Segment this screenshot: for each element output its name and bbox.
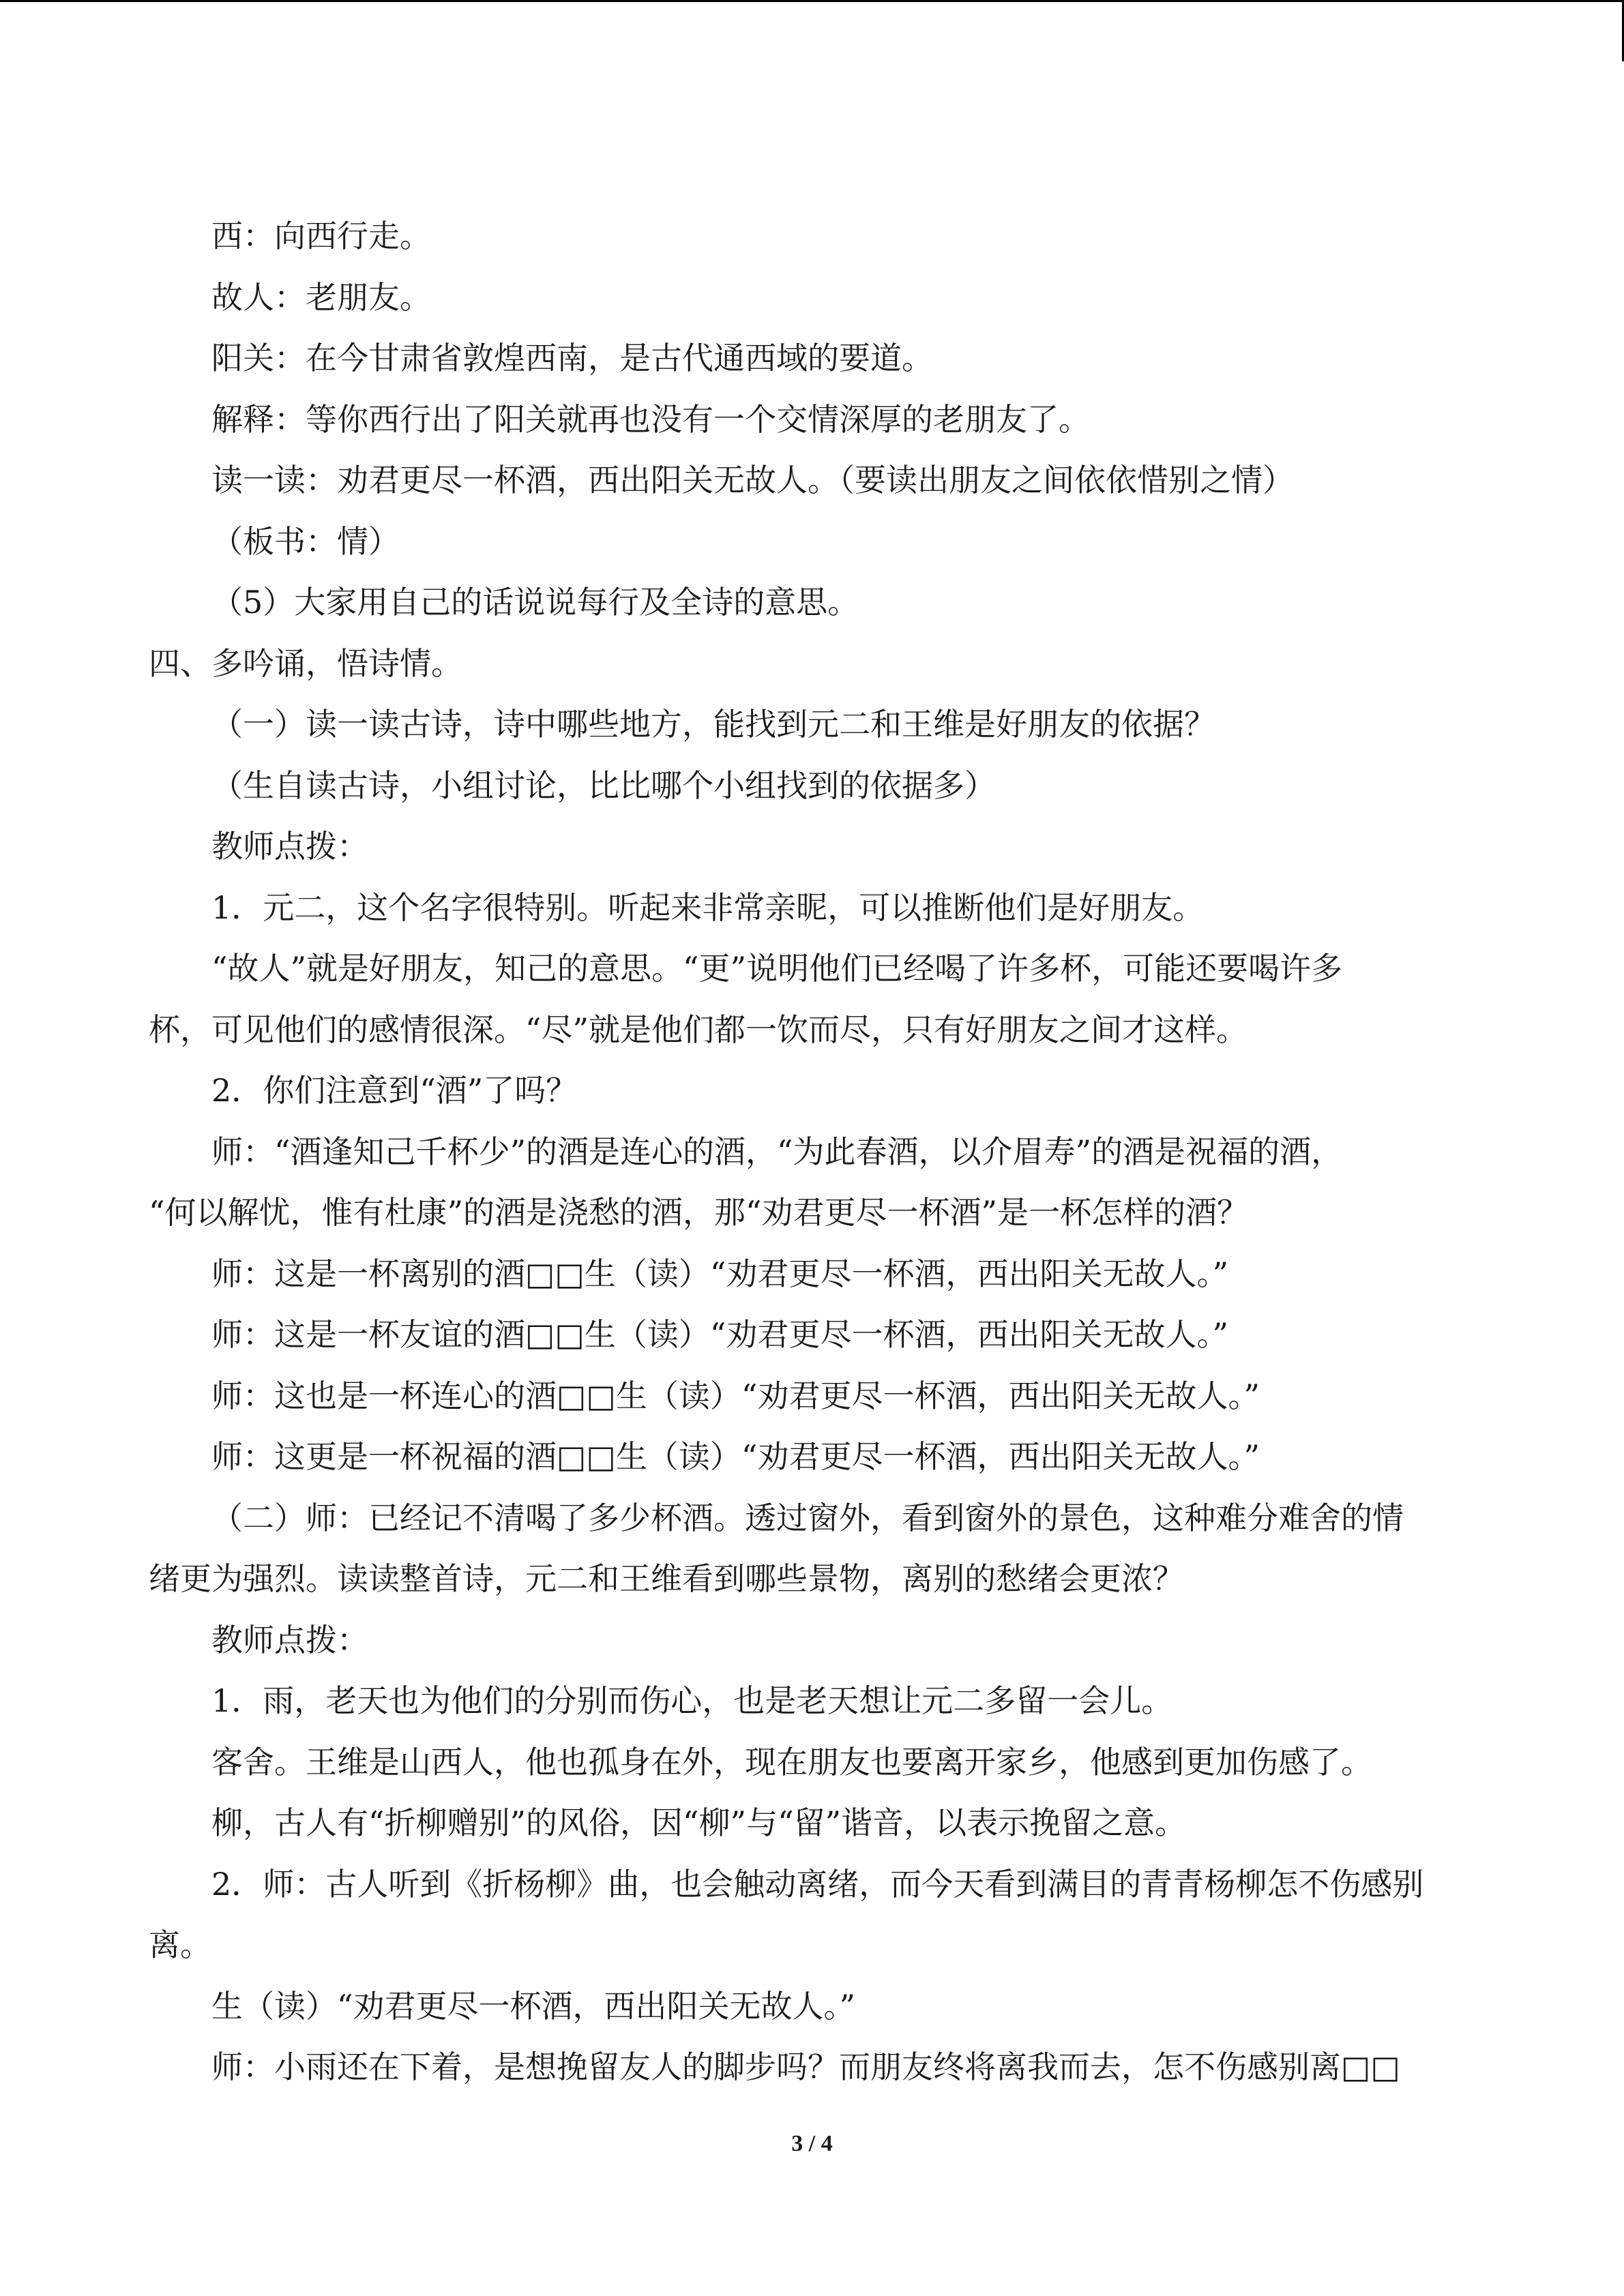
paragraph-line: 客舍。王维是山西人，他也孤身在外，现在朋友也要离开家乡，他感到更加伤感了。	[211, 1743, 1372, 1780]
paragraph-line: （二）师：已经记不清喝了多少杯酒。透过窗外，看到窗外的景色，这种难分难舍的情	[211, 1499, 1404, 1536]
paragraph-line: 师：这也是一杯连心的酒□□生（读）“劝君更尽一杯酒，西出阳关无故人。”	[211, 1377, 1260, 1414]
paragraph-line: 师：这是一杯离别的酒□□生（读）“劝君更尽一杯酒，西出阳关无故人。”	[211, 1255, 1228, 1292]
section-heading: 四、多吟诵，悟诗情。	[149, 644, 462, 682]
top-border-line	[0, 0, 1624, 2]
paragraph-line: （生自读古诗，小组讨论，比比哪个小组找到的依据多）	[211, 766, 996, 804]
paragraph-line: 故人：老朋友。	[211, 278, 431, 316]
paragraph-line: 师：小雨还在下着，是想挽留友人的脚步吗？而朋友终将离我而去，怎不伤感别离□□	[211, 2048, 1400, 2085]
paragraph-line: 1．雨，老天也为他们的分别而伤心，也是老天想让元二多留一会儿。	[211, 1682, 1173, 1719]
paragraph-line: 2．你们注意到“酒”了吗？	[211, 1072, 578, 1109]
paragraph-line: 生（读）“劝君更尽一杯酒，西出阳关无故人。”	[211, 1987, 856, 2025]
paragraph-line: 西：向西行走。	[211, 218, 431, 254]
paragraph-line: （板书：情）	[211, 522, 400, 560]
paragraph-line: 杯，可见他们的感情很深。“尽”就是他们都一饮而尽，只有好朋友之间才这样。	[149, 1011, 1248, 1048]
paragraph-line: 教师点拨：	[211, 828, 368, 865]
paragraph-line: 2．师：古人听到《折杨柳》曲，也会触动离绪，而今天看到满目的青青杨柳怎不伤感别	[211, 1865, 1424, 1903]
paragraph-line: 阳关：在今甘肃省敦煌西南，是古代通西域的要道。	[211, 340, 933, 376]
paragraph-line: 师：“酒逢知己千杯少”的酒是连心的酒，“为此春酒，以介眉寿”的酒是祝福的酒，	[211, 1133, 1343, 1170]
paragraph-line: 教师点拨：	[211, 1621, 368, 1658]
paragraph-line: “故人”就是好朋友，知己的意思。“更”说明他们已经喝了许多杯，可能还要喝许多	[211, 950, 1343, 987]
paragraph-line: “何以解忧，惟有杜康”的酒是浇愁的酒，那“劝君更尽一杯酒”是一杯怎样的酒？	[149, 1194, 1249, 1231]
paragraph-line: 柳，古人有“折柳赠别”的风俗，因“柳”与“留”谐音，以表示挽留之意。	[211, 1804, 1187, 1841]
paragraph-line: 解释：等你西行出了阳关就再也没有一个交情深厚的老朋友了。	[211, 400, 1090, 438]
paragraph-line: 师：这是一杯友谊的酒□□生（读）“劝君更尽一杯酒，西出阳关无故人。”	[211, 1316, 1228, 1353]
document-body	[149, 206, 1475, 2098]
page-number: 3 / 4	[791, 2131, 833, 2156]
paragraph-line: （一）读一读古诗，诗中哪些地方，能找到元二和王维是好朋友的依据？	[211, 706, 1215, 743]
paragraph-line: 绪更为强烈。读读整首诗，元二和王维看到哪些景物，离别的愁绪会更浓？	[149, 1560, 1184, 1597]
paragraph-line: 读一读：劝君更尽一杯酒，西出阳关无故人。（要读出朋友之间依依惜别之情）	[211, 462, 1294, 498]
paragraph-line: 离。	[149, 1926, 211, 1963]
paragraph-line: 师：这更是一杯祝福的酒□□生（读）“劝君更尽一杯酒，西出阳关无故人。”	[211, 1438, 1260, 1475]
paragraph-line: （5）大家用自己的话说说每行及全诗的意思。	[211, 584, 859, 621]
paragraph-line: 1．元二，这个名字很特别。听起来非常亲昵，可以推断他们是好朋友。	[211, 889, 1205, 926]
